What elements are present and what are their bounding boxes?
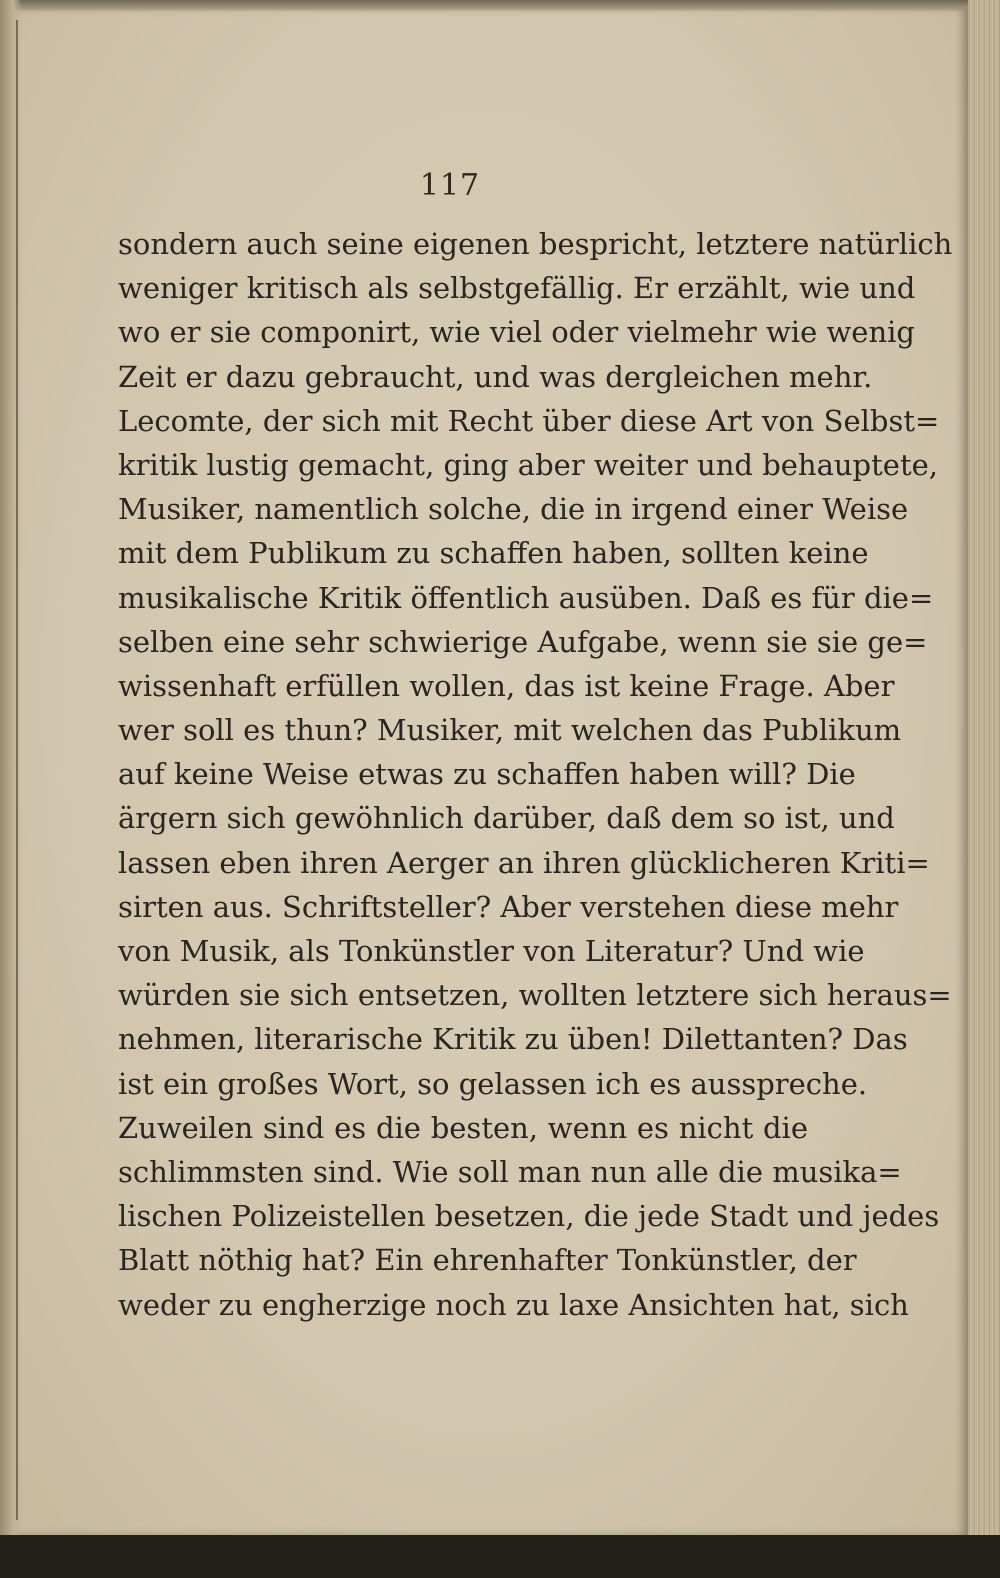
text-line: weder zu engherzige noch zu laxe Ansichten hat, sich [118,1287,909,1322]
text-line: Zuweilen sind es die besten, wenn es nicht die [118,1110,808,1145]
text-line: würden sie sich entsetzen, wollten letztere sich heraus= [118,978,952,1013]
text-line: ärgern sich gewöhnlich darüber, daß dem so ist, und [118,801,895,836]
text-line: selben eine sehr schwierige Aufgabe, wenn sie sie ge= [118,624,928,659]
text-line: wer soll es thun? Musiker, mit welchen das Publikum [118,713,902,748]
page-gutter [0,0,22,1535]
text-line: sondern auch seine eigenen bespricht, letztere natürlich [118,227,953,261]
text-line: lassen eben ihren Aerger an ihren glücklicheren Kriti= [118,845,930,880]
text-line: Musiker, namentlich solche, die in irgend einer Weise [118,492,909,527]
text-line: Lecomte, der sich mit Recht über diese Art von Selbst= [118,403,940,438]
text-line: nehmen, literarische Kritik zu üben! Dilettanten? Das [118,1022,908,1057]
text-line: weniger kritisch als selbstgefällig. Er erzählt, wie und [118,271,916,306]
text-line: kritik lustig gemacht, ging aber weiter und behauptete, [118,447,938,482]
text-line: auf keine Weise etwas zu schaffen haben will? Die [118,757,856,792]
text-line: mit dem Publikum zu schaffen haben, sollten keine [118,536,869,571]
text-line: wissenhaft erfüllen wollen, das ist keine Frage. Aber [118,668,895,703]
text-line: schlimmsten sind. Wie soll man nun alle die musika= [118,1154,902,1189]
text-line: lischen Polizeistellen besetzen, die jede Stadt und jedes [118,1199,940,1234]
page-top-shadow [0,0,968,12]
scan-bottom-strip [0,1535,1000,1578]
text-line: ist ein großes Wort, so gelassen ich es ausspreche. [118,1066,868,1101]
text-line: Zeit er dazu gebraucht, und was dergleichen mehr. [118,359,873,394]
text-line: von Musik, als Tonkünstler von Literatur? Und wie [118,934,865,968]
text-line: sirten aus. Schriftsteller? Aber verstehen diese mehr [118,889,899,924]
body-text [118,222,953,1327]
page-edge-stack [964,0,1000,1535]
text-line: Blatt nöthig hat? Ein ehrenhafter Tonkünstler, der [118,1243,857,1278]
text-line: musikalische Kritik öffentlich ausüben. Daß es für die= [118,580,934,615]
page-number: 117 [419,168,481,203]
text-line: wo er sie componirt, wie viel oder vielmehr wie wenig [118,315,915,350]
gutter-line [16,20,18,1520]
